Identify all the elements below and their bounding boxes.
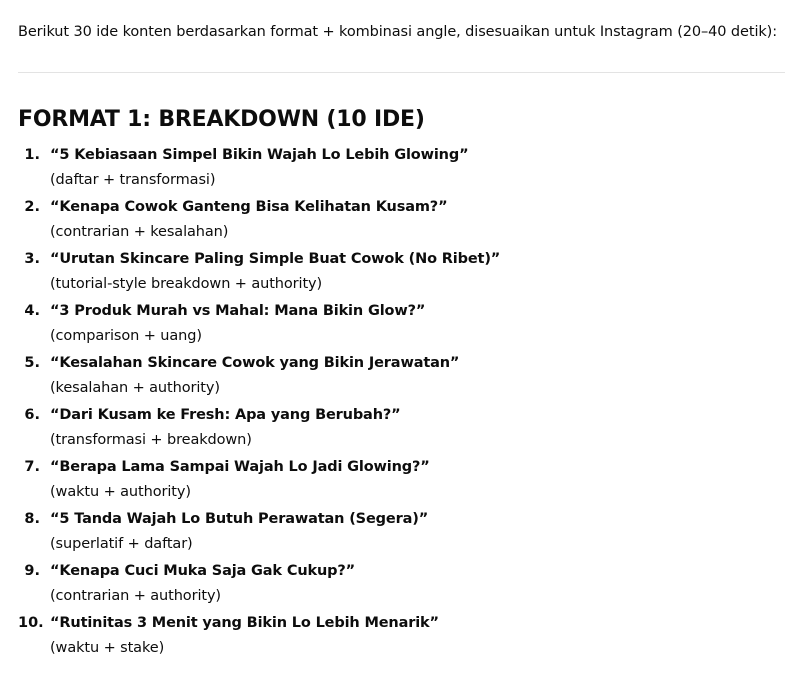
- idea-title: “Kenapa Cuci Muka Saja Gak Cukup?”: [50, 563, 356, 579]
- idea-angle: (contrarian + kesalahan): [50, 224, 229, 240]
- idea-title: “Dari Kusam ke Fresh: Apa yang Berubah?”: [50, 407, 401, 423]
- item-number: 10.: [18, 615, 44, 631]
- idea-angle: (kesalahan + authority): [50, 380, 220, 396]
- idea-title: “Berapa Lama Sampai Wajah Lo Jadi Glowing?”: [50, 459, 430, 475]
- idea-angle: (transformasi + breakdown): [50, 432, 252, 448]
- idea-title: “5 Kebiasaan Simpel Bikin Wajah Lo Lebih Glowing”: [50, 147, 469, 163]
- item-number: 1.: [24, 147, 40, 163]
- idea-angle: (superlatif + daftar): [50, 536, 193, 552]
- item-number: 6.: [24, 407, 40, 423]
- idea-angle: (contrarian + authority): [50, 588, 221, 604]
- idea-angle: (waktu + stake): [50, 640, 165, 656]
- item-number: 9.: [24, 563, 40, 579]
- divider: [18, 72, 785, 73]
- idea-title: “Rutinitas 3 Menit yang Bikin Lo Lebih Menarik”: [50, 615, 439, 631]
- idea-title: “5 Tanda Wajah Lo Butuh Perawatan (Segera)”: [50, 511, 429, 527]
- idea-angle: (daftar + transformasi): [50, 172, 216, 188]
- idea-title: “Kenapa Cowok Ganteng Bisa Kelihatan Kusam?”: [50, 199, 448, 215]
- intro-paragraph: Berikut 30 ide konten berdasarkan format + kombinasi angle, disesuaikan untuk Instagram (20–40 detik):: [18, 24, 778, 40]
- idea-title: “Urutan Skincare Paling Simple Buat Cowok (No Ribet)”: [50, 251, 501, 267]
- idea-title: “3 Produk Murah vs Mahal: Mana Bikin Glow?”: [50, 303, 426, 319]
- item-number: 8.: [24, 511, 40, 527]
- item-number: 3.: [24, 251, 40, 267]
- item-number: 4.: [24, 303, 40, 319]
- idea-angle: (waktu + authority): [50, 484, 191, 500]
- item-number: 2.: [24, 199, 40, 215]
- idea-angle: (tutorial-style breakdown + authority): [50, 276, 323, 292]
- idea-title: “Kesalahan Skincare Cowok yang Bikin Jerawatan”: [50, 355, 460, 371]
- idea-angle: (comparison + uang): [50, 328, 202, 344]
- section-heading: FORMAT 1: BREAKDOWN (10 IDE): [18, 107, 425, 132]
- item-number: 5.: [24, 355, 40, 371]
- item-number: 7.: [24, 459, 40, 475]
